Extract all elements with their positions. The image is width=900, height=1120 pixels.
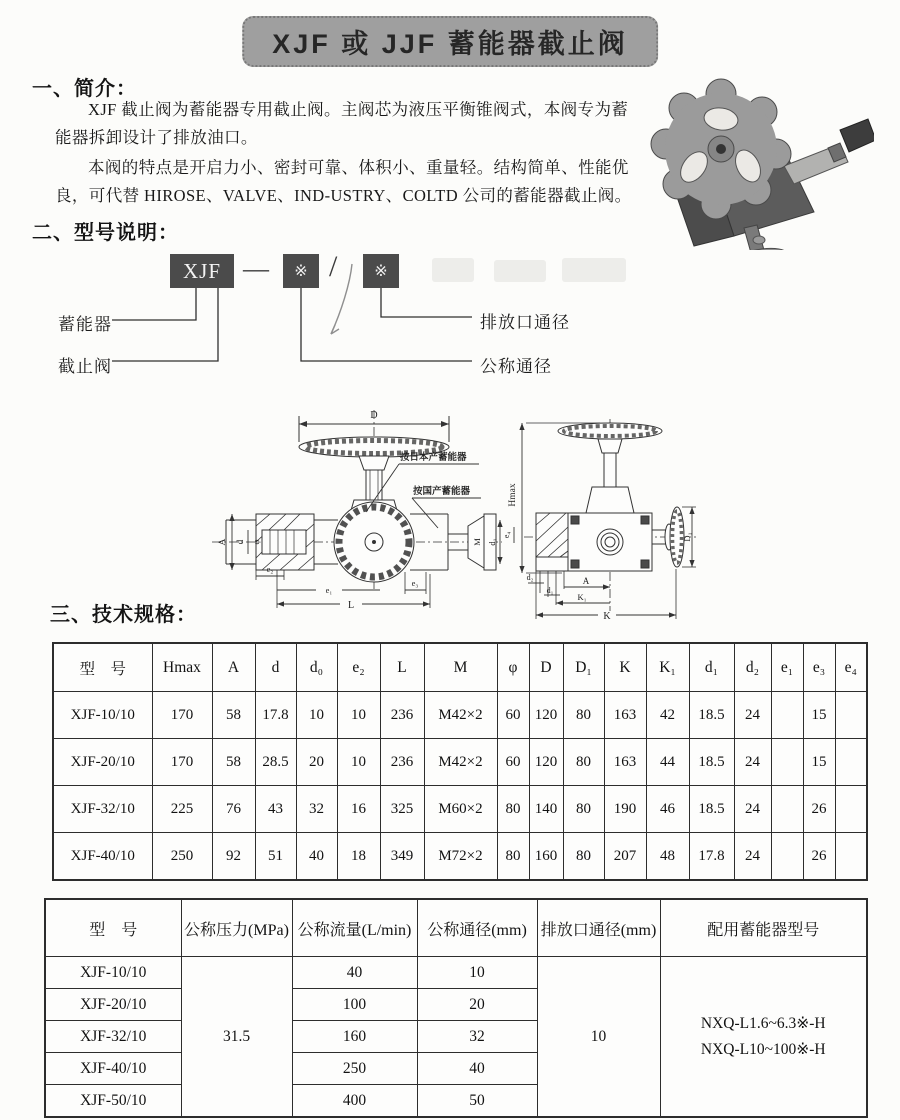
value-cell: 20 <box>296 739 337 786</box>
dim-label-e1: e₁ <box>325 585 333 595</box>
column-header: D₁ <box>563 643 604 692</box>
label-accumulator: 蓄能器 <box>58 315 112 334</box>
scan-smudge <box>432 258 474 282</box>
specs-heading: 三、技术规格： <box>50 604 197 626</box>
value-cell: 48 <box>646 833 689 881</box>
model-cell: XJF-40/10 <box>53 833 152 881</box>
dim-label-L: L <box>347 600 355 611</box>
value-cell: 80 <box>497 786 529 833</box>
value-cell: 24 <box>734 692 771 739</box>
dim-label-phi: φ <box>251 539 261 545</box>
value-cell <box>835 692 867 739</box>
dim-label-A: A <box>218 538 228 546</box>
label-nominal-diameter: 公称通径 <box>480 357 552 376</box>
value-cell <box>771 692 803 739</box>
column-header: 公称压力(MPa) <box>181 899 292 957</box>
table-row <box>53 833 867 881</box>
value-cell: 236 <box>380 692 424 739</box>
value-cell: 225 <box>152 786 212 833</box>
dim-label-M: M <box>472 538 482 546</box>
column-header: e₄ <box>835 643 867 692</box>
column-header: 型 号 <box>45 899 181 957</box>
column-header: K <box>604 643 646 692</box>
value-cell: M42×2 <box>424 739 497 786</box>
dimensions-table-body <box>53 692 867 881</box>
value-cell: 42 <box>646 692 689 739</box>
table-row <box>53 692 867 739</box>
flow-cell: 40 <box>292 957 417 989</box>
value-cell: 24 <box>734 786 771 833</box>
value-cell: 58 <box>212 692 255 739</box>
value-cell: 17.8 <box>255 692 296 739</box>
dim-label-d1: d₁ <box>546 586 554 595</box>
value-cell: 60 <box>497 692 529 739</box>
selection-table-header <box>45 899 867 957</box>
table-row <box>53 739 867 786</box>
model-slash: / <box>329 250 338 283</box>
column-header: φ <box>497 643 529 692</box>
column-header: d <box>255 643 296 692</box>
dim-label-e4: e₄ <box>502 531 511 539</box>
value-cell: 18.5 <box>689 786 734 833</box>
model-cell: XJF-40/10 <box>45 1053 181 1085</box>
value-cell: 10 <box>337 739 380 786</box>
model-heading: 二、型号说明： <box>32 222 179 244</box>
column-header: 型 号 <box>53 643 152 692</box>
value-cell: 80 <box>563 833 604 881</box>
value-cell: 80 <box>563 692 604 739</box>
value-cell: M60×2 <box>424 786 497 833</box>
model-cell: XJF-50/10 <box>45 1085 181 1118</box>
value-cell <box>835 786 867 833</box>
value-cell: 170 <box>152 692 212 739</box>
value-cell: 24 <box>734 739 771 786</box>
value-cell <box>835 739 867 786</box>
header-row <box>45 899 867 957</box>
value-cell: 24 <box>734 833 771 881</box>
diameter-cell: 40 <box>417 1053 537 1085</box>
value-cell: 10 <box>337 692 380 739</box>
pressure-cell: 31.5 <box>181 957 292 1118</box>
value-cell: 58 <box>212 739 255 786</box>
value-cell: 15 <box>803 692 835 739</box>
value-cell: 190 <box>604 786 646 833</box>
diameter-cell: 32 <box>417 1021 537 1053</box>
header-row <box>53 643 867 692</box>
dim-label-D: D <box>370 410 378 421</box>
model-diagram <box>0 240 900 400</box>
value-cell: M42×2 <box>424 692 497 739</box>
value-cell: 140 <box>529 786 563 833</box>
drain-cell: 10 <box>537 957 660 1118</box>
value-cell: 60 <box>497 739 529 786</box>
value-cell: 26 <box>803 786 835 833</box>
value-cell: 80 <box>563 739 604 786</box>
dim-label-K: K <box>603 611 611 622</box>
model-cell: XJF-20/10 <box>45 989 181 1021</box>
value-cell <box>771 833 803 881</box>
dim-label-K1: K₁ <box>577 592 587 602</box>
flow-cell: 400 <box>292 1085 417 1118</box>
value-cell: 160 <box>529 833 563 881</box>
valve-stem <box>784 119 874 184</box>
model-cell: XJF-32/10 <box>45 1021 181 1053</box>
dim-label-e2: e₂ <box>266 564 274 574</box>
selection-table <box>44 898 868 1118</box>
note-domestic: 按国产蓄能器 <box>413 487 471 497</box>
table-row <box>45 957 867 989</box>
value-cell: 120 <box>529 739 563 786</box>
value-cell: 28.5 <box>255 739 296 786</box>
column-header: M <box>424 643 497 692</box>
value-cell: 76 <box>212 786 255 833</box>
model-cell: XJF-10/10 <box>53 692 152 739</box>
label-stop-valve: 截止阀 <box>58 357 112 376</box>
column-header: d₁ <box>689 643 734 692</box>
model-cell: XJF-10/10 <box>45 957 181 989</box>
column-header: L <box>380 643 424 692</box>
value-cell: 51 <box>255 833 296 881</box>
intro-paragraph-2: 本阀的特点是开启力小、密封可靠、体积小、重量轻。结构简单、性能优良，可代替 HIROSE、VALVE、IND-USTRY、COLTD 公司的蓄能器截止阀。 <box>55 158 632 205</box>
diameter-cell: 10 <box>417 957 537 989</box>
scan-smudge <box>494 260 546 282</box>
column-header: e₁ <box>771 643 803 692</box>
column-header: 公称流量(L/min) <box>292 899 417 957</box>
model-cell: XJF-32/10 <box>53 786 152 833</box>
value-cell: 18.5 <box>689 692 734 739</box>
intro-heading: 一、简介： <box>32 78 137 100</box>
value-cell: 349 <box>380 833 424 881</box>
model-code-box: XJF <box>170 254 234 288</box>
column-header: e₃ <box>803 643 835 692</box>
column-header: d₀ <box>296 643 337 692</box>
value-cell: 163 <box>604 692 646 739</box>
value-cell: 26 <box>803 833 835 881</box>
value-cell: 236 <box>380 739 424 786</box>
value-cell: 18 <box>337 833 380 881</box>
dimensions-table-header <box>53 643 867 692</box>
model-dash: — <box>243 254 269 283</box>
column-header: Hmax <box>152 643 212 692</box>
value-cell: 40 <box>296 833 337 881</box>
flow-cell: 250 <box>292 1053 417 1085</box>
value-cell: 16 <box>337 786 380 833</box>
selection-table-body <box>45 957 867 1118</box>
column-header: 公称通径(mm) <box>417 899 537 957</box>
flow-cell: 160 <box>292 1021 417 1053</box>
value-cell: 18.5 <box>689 739 734 786</box>
flow-cell: 100 <box>292 989 417 1021</box>
value-cell: 250 <box>152 833 212 881</box>
column-header: A <box>212 643 255 692</box>
dim-label-D1: D₁ <box>682 532 692 542</box>
value-cell: 325 <box>380 786 424 833</box>
value-cell: 46 <box>646 786 689 833</box>
value-cell: M72×2 <box>424 833 497 881</box>
accumulator-cell <box>660 957 867 1118</box>
model-star1-box: ※ <box>283 254 319 288</box>
product-photo <box>616 64 874 250</box>
value-cell: 92 <box>212 833 255 881</box>
value-cell: 44 <box>646 739 689 786</box>
value-cell: 17.8 <box>689 833 734 881</box>
value-cell: 15 <box>803 739 835 786</box>
diameter-cell: 50 <box>417 1085 537 1118</box>
value-cell: 43 <box>255 786 296 833</box>
value-cell <box>835 833 867 881</box>
value-cell: 163 <box>604 739 646 786</box>
value-cell: 170 <box>152 739 212 786</box>
model-star2-box: ※ <box>363 254 399 288</box>
value-cell: 80 <box>563 786 604 833</box>
column-header: 排放口通径(mm) <box>537 899 660 957</box>
column-header: K₁ <box>646 643 689 692</box>
diameter-cell: 20 <box>417 989 537 1021</box>
dimensions-table <box>52 642 868 881</box>
model-cell: XJF-20/10 <box>53 739 152 786</box>
dim-label-d1: d₁ <box>487 538 497 546</box>
page-title: XJF 或 JJF 蓄能器截止阀 <box>242 16 658 67</box>
dim-label-e3: e₃ <box>411 578 419 588</box>
note-japan: 按日本产蓄能器 <box>400 453 467 463</box>
label-drain-port: 排放口通径 <box>480 313 570 332</box>
column-header: e₂ <box>337 643 380 692</box>
column-header: D <box>529 643 563 692</box>
value-cell: 10 <box>296 692 337 739</box>
value-cell: 80 <box>497 833 529 881</box>
dim-label-A2: A <box>582 576 590 586</box>
drawing-front-view <box>196 402 506 624</box>
dim-label-d2: d₂ <box>526 573 534 582</box>
value-cell: 120 <box>529 692 563 739</box>
drawing-side-view <box>500 415 700 625</box>
dim-label-d: d <box>235 539 245 545</box>
value-cell <box>771 739 803 786</box>
accumulator-model: NXQ-L10~100※-H <box>700 1040 826 1058</box>
value-cell <box>771 786 803 833</box>
column-header: 配用蓄能器型号 <box>660 899 867 957</box>
column-header: d₂ <box>734 643 771 692</box>
accumulator-model: NXQ-L1.6~6.3※-H <box>700 1014 826 1032</box>
scan-smudge <box>562 258 626 282</box>
dim-label-Hmax: Hmax <box>508 483 518 507</box>
value-cell: 207 <box>604 833 646 881</box>
intro-paragraph-1: XJF 截止阀为蓄能器专用截止阀。主阀芯为液压平衡锥阀式，本阀专为蓄能器拆卸设计了排放油口。 <box>55 100 629 147</box>
table-row <box>53 786 867 833</box>
value-cell: 32 <box>296 786 337 833</box>
